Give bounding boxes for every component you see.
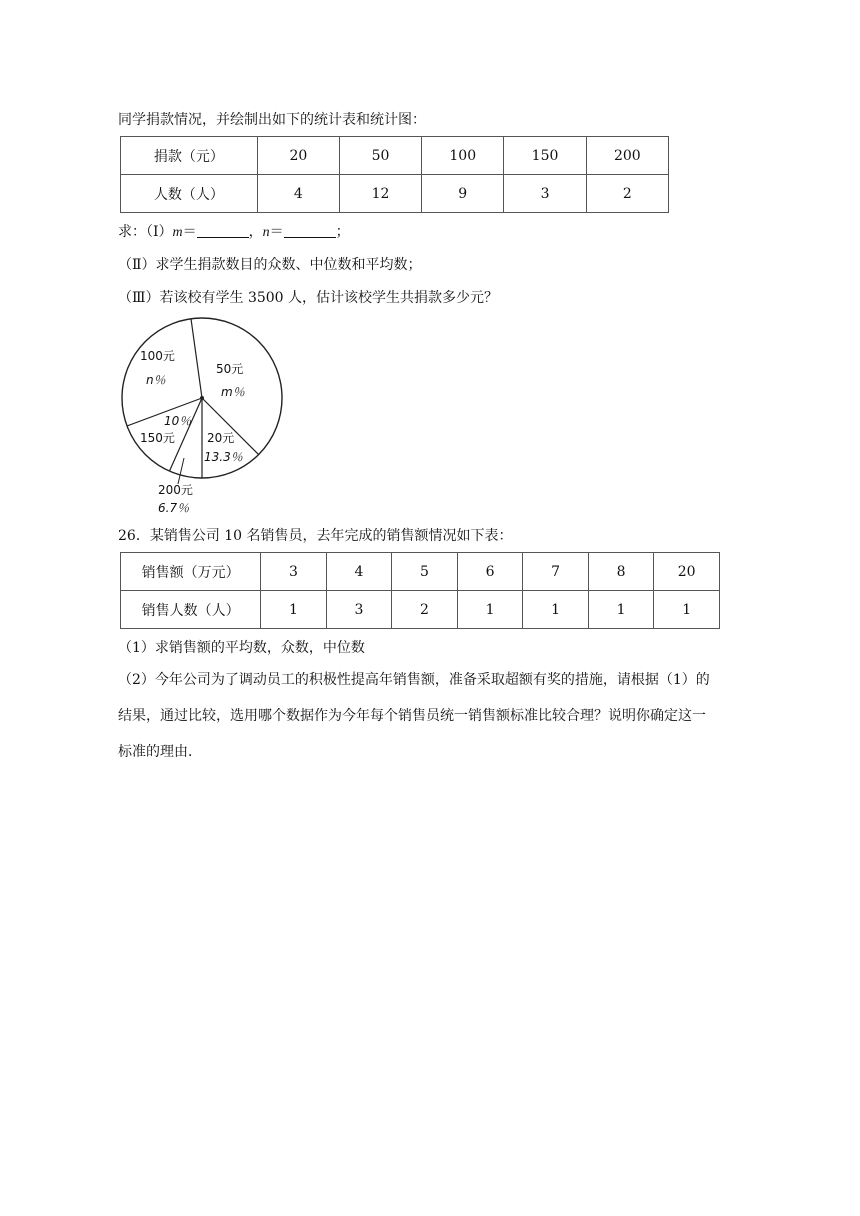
table-cell: 1 (457, 591, 523, 629)
table-cell: 1 (523, 591, 589, 629)
pie-label-100-amount: 100元 (140, 349, 175, 363)
table-cell: 6 (457, 553, 523, 591)
equals-sign: ＝ (182, 224, 197, 240)
part-label: 求：（Ⅰ） (118, 224, 173, 240)
q26-part2-line1: （2）今年公司为了调动员工的积极性提高年销售额，准备采取超额有奖的措施，请根据（1）的 (118, 672, 710, 688)
table-cell: 2 (586, 175, 668, 213)
pie-label-50-percent: m％ (221, 385, 245, 399)
table-cell: 12 (339, 175, 421, 213)
pie-label-100-percent: n％ (146, 373, 166, 387)
table-cell: 150 (504, 137, 586, 175)
pie-label-20-percent: 13.3％ (204, 450, 243, 464)
pie-leader-line (178, 458, 184, 484)
table-cell: 1 (588, 591, 654, 629)
q25-intro: 同学捐款情况，并绘制出如下的统计表和统计图： (118, 112, 426, 128)
table-cell: 4 (326, 553, 392, 591)
answer-blank-m (197, 223, 249, 238)
table-cell: 20 (257, 137, 339, 175)
pie-label-200-amount: 200元 (158, 483, 193, 497)
table-cell: 1 (654, 591, 720, 629)
q26-part2-line3: 标准的理由． (118, 744, 202, 760)
table-cell: 3 (504, 175, 586, 213)
row-header: 捐款（元） (121, 137, 258, 175)
table-cell: 50 (339, 137, 421, 175)
table-cell: 4 (257, 175, 339, 213)
row-header: 销售人数（人） (121, 591, 261, 629)
table-cell: 9 (422, 175, 504, 213)
answer-blank-n (284, 223, 336, 238)
table-cell: 100 (422, 137, 504, 175)
q26-part1: （1）求销售额的平均数，众数，中位数 (118, 640, 365, 656)
row-header: 人数（人） (121, 175, 258, 213)
pie-center (200, 396, 204, 400)
q26-sales-table (120, 552, 720, 629)
q25-donation-table (120, 136, 669, 213)
pie-label-200-percent: 6.7％ (158, 501, 190, 515)
pie-label-150-amount: 150元 (140, 431, 175, 445)
pie-divider (202, 398, 259, 455)
q26-part2-line2: 结果，通过比较，选用哪个数据作为今年每个销售员统一销售额标准比较合理？说明你确定这一 (118, 708, 706, 724)
table-cell: 8 (588, 553, 654, 591)
pie-divider (191, 319, 202, 398)
var-m: m (172, 225, 183, 240)
table-row (121, 137, 669, 175)
separator: ， (248, 224, 263, 240)
table-cell: 20 (654, 553, 720, 591)
table-row (121, 553, 720, 591)
table-cell: 2 (392, 591, 458, 629)
var-n: n (262, 225, 270, 240)
equals-sign: ＝ (269, 224, 284, 240)
pie-label-150-percent: 10％ (164, 414, 192, 428)
table-cell: 5 (392, 553, 458, 591)
q26-title: 26．某销售公司 10 名销售员，去年完成的销售额情况如下表： (118, 528, 513, 544)
donation-pie-chart (118, 316, 290, 516)
row-header: 销售额（万元） (121, 553, 261, 591)
table-cell: 200 (586, 137, 668, 175)
q25-part1 (118, 222, 350, 243)
q25-part3: （Ⅲ）若该校有学生 3500 人，估计该校学生共捐款多少元？ (118, 290, 499, 306)
q25-part2: （Ⅱ）求学生捐款数目的众数、中位数和平均数； (118, 257, 422, 273)
table-row (121, 175, 669, 213)
table-row (121, 591, 720, 629)
terminator: ； (335, 224, 350, 240)
table-cell: 1 (261, 591, 327, 629)
table-cell: 3 (326, 591, 392, 629)
pie-label-20-amount: 20元 (207, 431, 235, 445)
table-cell: 3 (261, 553, 327, 591)
pie-label-50-amount: 50元 (216, 362, 244, 376)
table-cell: 7 (523, 553, 589, 591)
